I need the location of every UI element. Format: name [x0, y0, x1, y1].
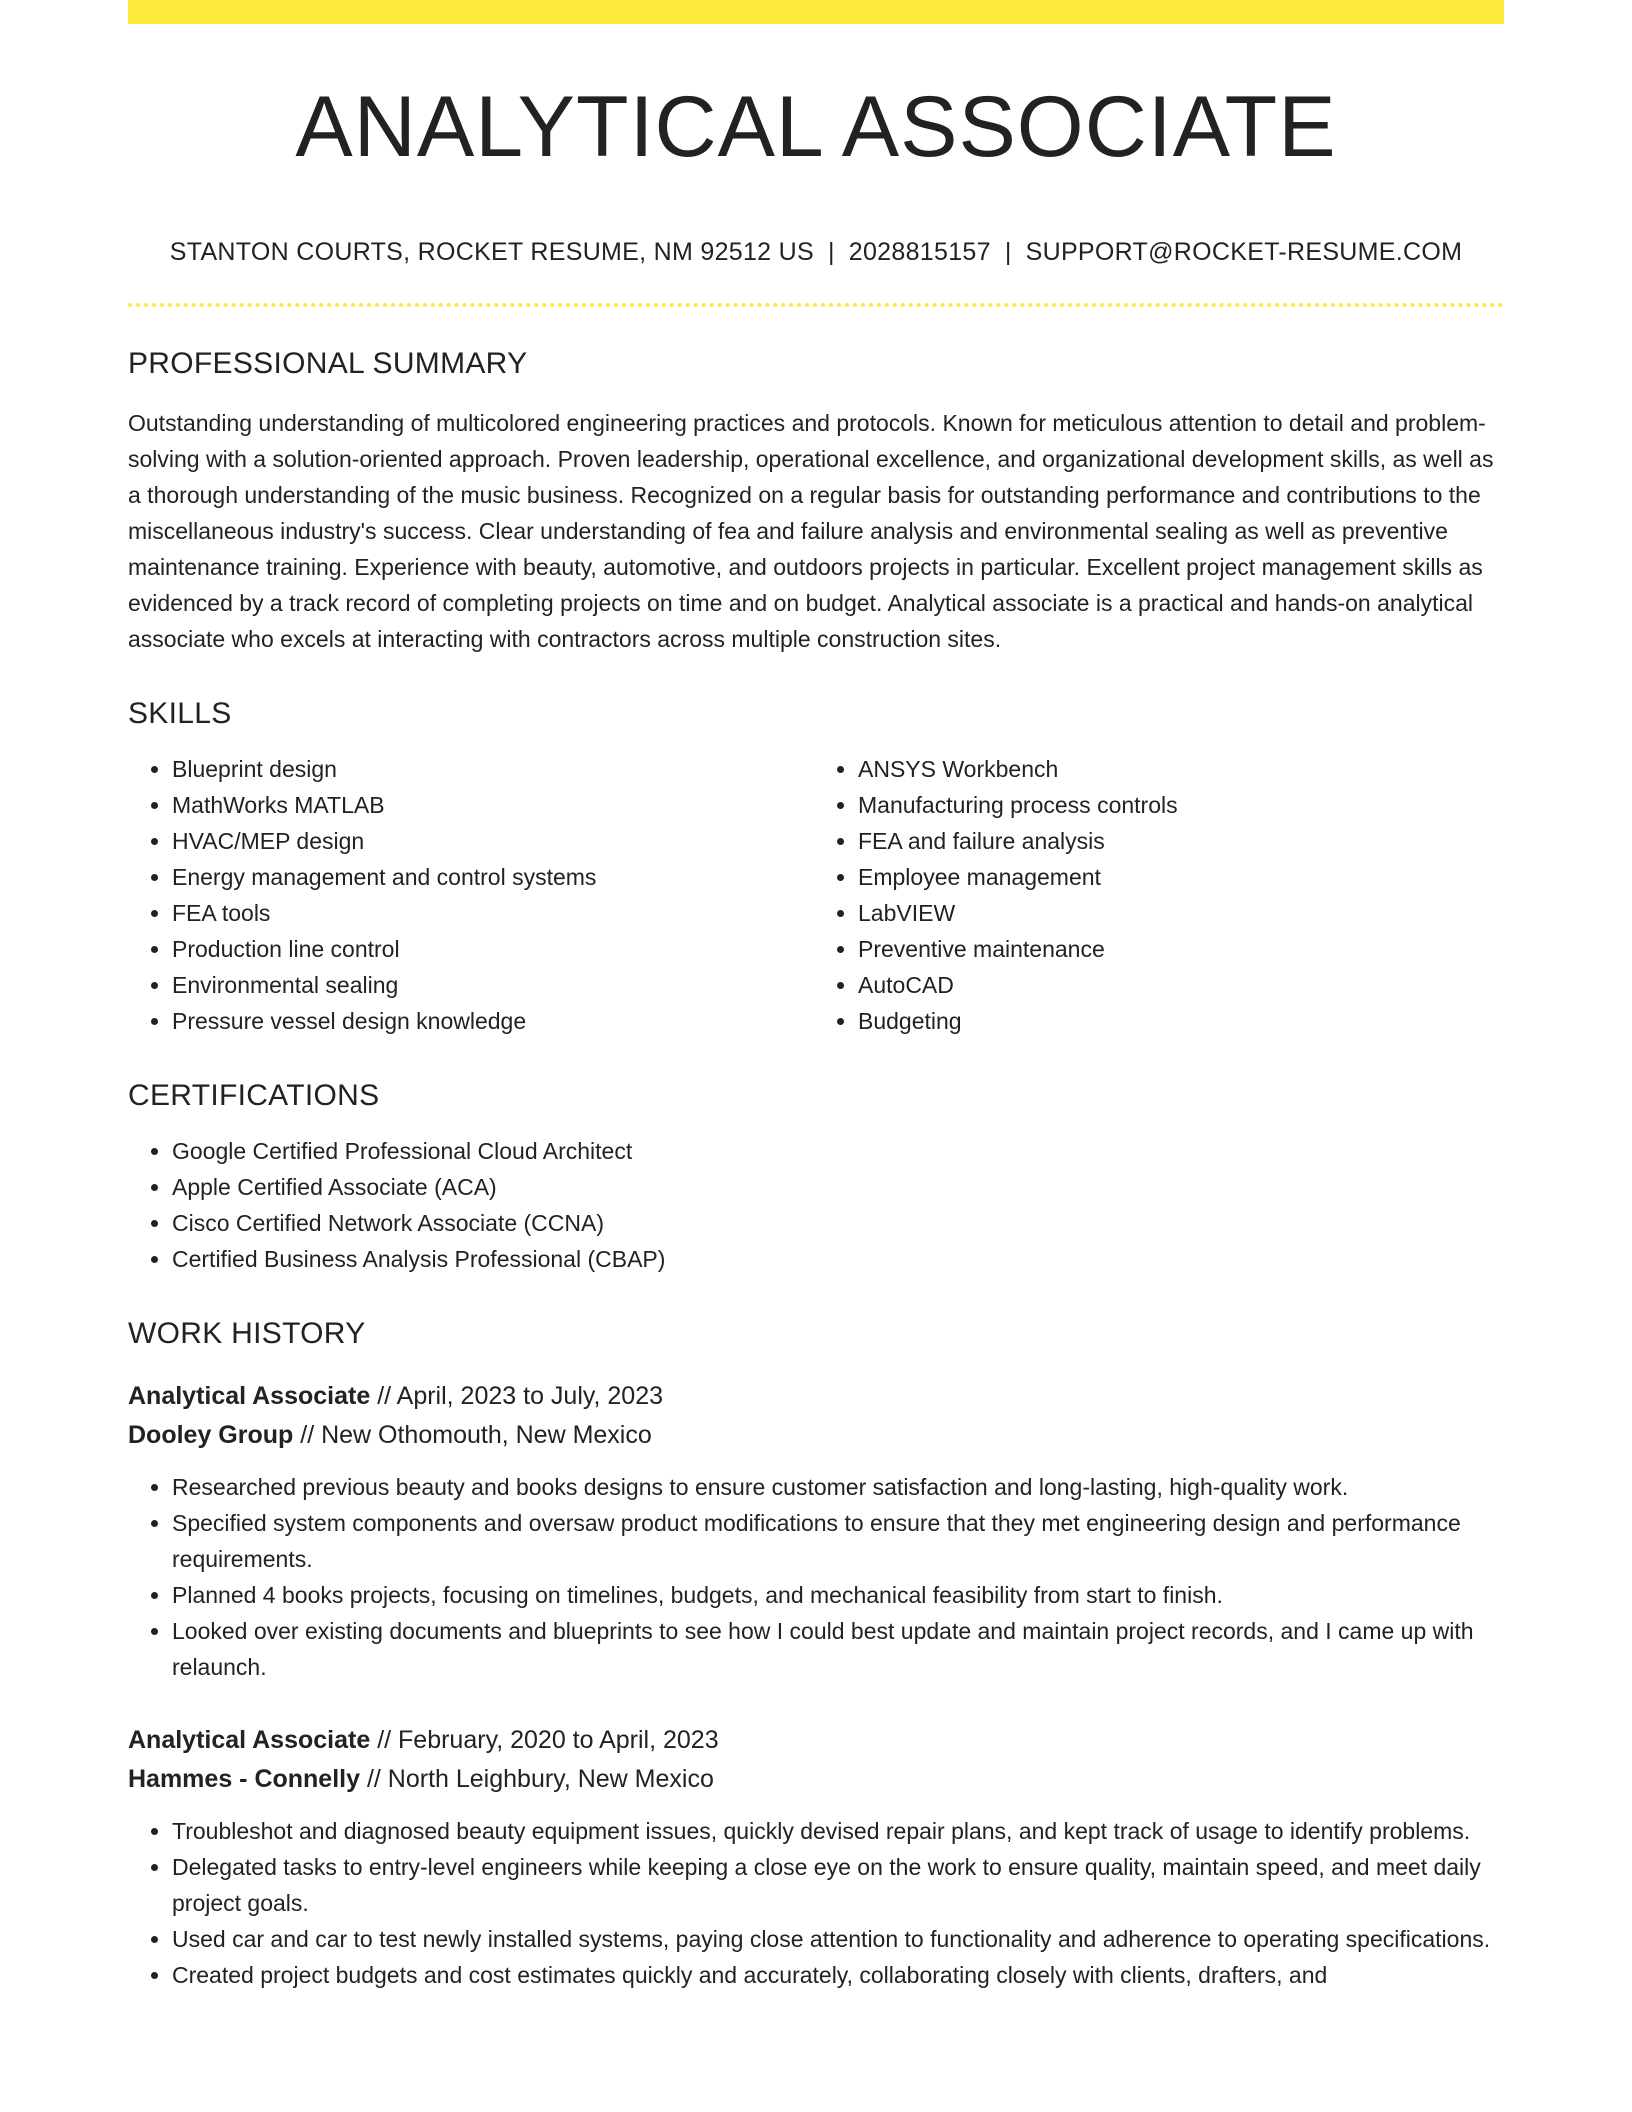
job-role: Analytical Associate	[128, 1726, 371, 1755]
skill-item: • HVAC/MEP design	[172, 823, 818, 859]
job-entry	[128, 1377, 1504, 1685]
skill-item: • Preventive maintenance	[858, 931, 1504, 967]
work-history-heading: WORK HISTORY	[128, 1317, 366, 1351]
certification-item: • Google Certified Professional Cloud Architect	[172, 1133, 1504, 1169]
job-company-line	[128, 1760, 1504, 1799]
certification-item: • Apple Certified Associate (ACA)	[172, 1169, 1504, 1205]
resume-page	[128, 0, 1504, 1993]
job-bullets	[128, 1469, 1504, 1685]
skill-item: • Environmental sealing	[172, 967, 818, 1003]
job-dates: // April, 2023 to July, 2023	[370, 1382, 664, 1411]
job-bullet: • Troubleshot and diagnosed beauty equipment issues, quickly devised repair plans, and kept track of usage to identify problems.	[172, 1813, 1504, 1849]
summary-text: Outstanding understanding of multicolored engineering practices and protocols. Known for meticulous attention to detail and problem-solving with a solution-oriented approach. Proven leadership, operational excellence, and organizational development skills, as well as a thorough understanding of the music business. Recognized on a regular basis for outstanding performance and contributions to the miscellaneous industry's success. Clear understanding of fea and failure analysis and environmental sealing as well as preventive maintenance training. Experience with beauty, automotive, and outdoors projects in particular. Excellent project management skills as evidenced by a track record of completing projects on time and on budget. Analytical associate is a practical and hands-on analytical associate who excels at interacting with contractors across multiple construction sites.	[128, 410, 1494, 653]
job-bullets	[128, 1813, 1504, 1993]
skills-list-right	[814, 751, 1504, 1039]
candidate-name: ANALYTICAL ASSOCIATE	[295, 79, 1337, 175]
contact-separator: |	[1004, 238, 1012, 267]
skill-item: • Pressure vessel design knowledge	[172, 1003, 818, 1039]
skill-item: • FEA and failure analysis	[858, 823, 1504, 859]
job-bullet: • Used car and car to test newly installed systems, paying close attention to functionality and adherence to operating specifications.	[172, 1921, 1504, 1957]
certification-item: • Certified Business Analysis Professional (CBAP)	[172, 1241, 1504, 1277]
job-bullet: • Looked over existing documents and blueprints to see how I could best update and maintain project records, and I came up with relaunch.	[172, 1613, 1504, 1685]
accent-top-bar	[128, 0, 1504, 24]
contact-address: STANTON COURTS, ROCKET RESUME, NM 92512 US	[169, 238, 814, 267]
job-location: // North Leighbury, New Mexico	[360, 1765, 714, 1794]
contact-email: SUPPORT@ROCKET-RESUME.COM	[1025, 238, 1463, 267]
skill-item: • Energy management and control systems	[172, 859, 818, 895]
skills-list-left	[128, 751, 818, 1039]
skill-item: • Production line control	[172, 931, 818, 967]
job-dates: // February, 2020 to April, 2023	[370, 1726, 719, 1755]
job-company-line	[128, 1416, 1504, 1455]
certifications-list	[128, 1133, 1504, 1277]
job-role: Analytical Associate	[128, 1382, 371, 1411]
job-location: // New Othomouth, New Mexico	[293, 1421, 652, 1450]
dotted-divider	[128, 303, 1504, 307]
skill-item: • FEA tools	[172, 895, 818, 931]
job-bullet: • Created project budgets and cost estimates quickly and accurately, collaborating closely with clients, drafters, and	[172, 1957, 1504, 1993]
certifications-heading: CERTIFICATIONS	[128, 1079, 380, 1113]
skill-item: • MathWorks MATLAB	[172, 787, 818, 823]
job-company: Hammes - Connelly	[128, 1765, 361, 1794]
job-bullet: • Researched previous beauty and books designs to ensure customer satisfaction and long-lasting, high-quality work.	[172, 1469, 1504, 1505]
job-title-line	[128, 1721, 1504, 1760]
contact-line	[128, 238, 1504, 267]
contact-separator: |	[827, 238, 835, 267]
skill-item: • LabVIEW	[858, 895, 1504, 931]
contact-phone: 2028815157	[848, 238, 991, 267]
job-entry	[128, 1721, 1504, 1993]
job-title-line	[128, 1377, 1504, 1416]
certification-item: • Cisco Certified Network Associate (CCNA)	[172, 1205, 1504, 1241]
skill-item: • ANSYS Workbench	[858, 751, 1504, 787]
job-bullet: • Planned 4 books projects, focusing on timelines, budgets, and mechanical feasibility from start to finish.	[172, 1577, 1504, 1613]
skill-item: • Employee management	[858, 859, 1504, 895]
skill-item: • AutoCAD	[858, 967, 1504, 1003]
job-bullet: • Specified system components and oversaw product modifications to ensure that they met engineering design and performance requirements.	[172, 1505, 1504, 1577]
summary-heading: PROFESSIONAL SUMMARY	[128, 347, 528, 381]
job-company: Dooley Group	[128, 1421, 294, 1450]
skills-heading: SKILLS	[128, 697, 232, 731]
skills-grid	[128, 731, 1504, 1039]
skill-item: • Budgeting	[858, 1003, 1504, 1039]
job-bullet: • Delegated tasks to entry-level engineers while keeping a close eye on the work to ensure quality, maintain speed, and meet daily project goals.	[172, 1849, 1504, 1921]
skill-item: • Manufacturing process controls	[858, 787, 1504, 823]
skill-item: • Blueprint design	[172, 751, 818, 787]
